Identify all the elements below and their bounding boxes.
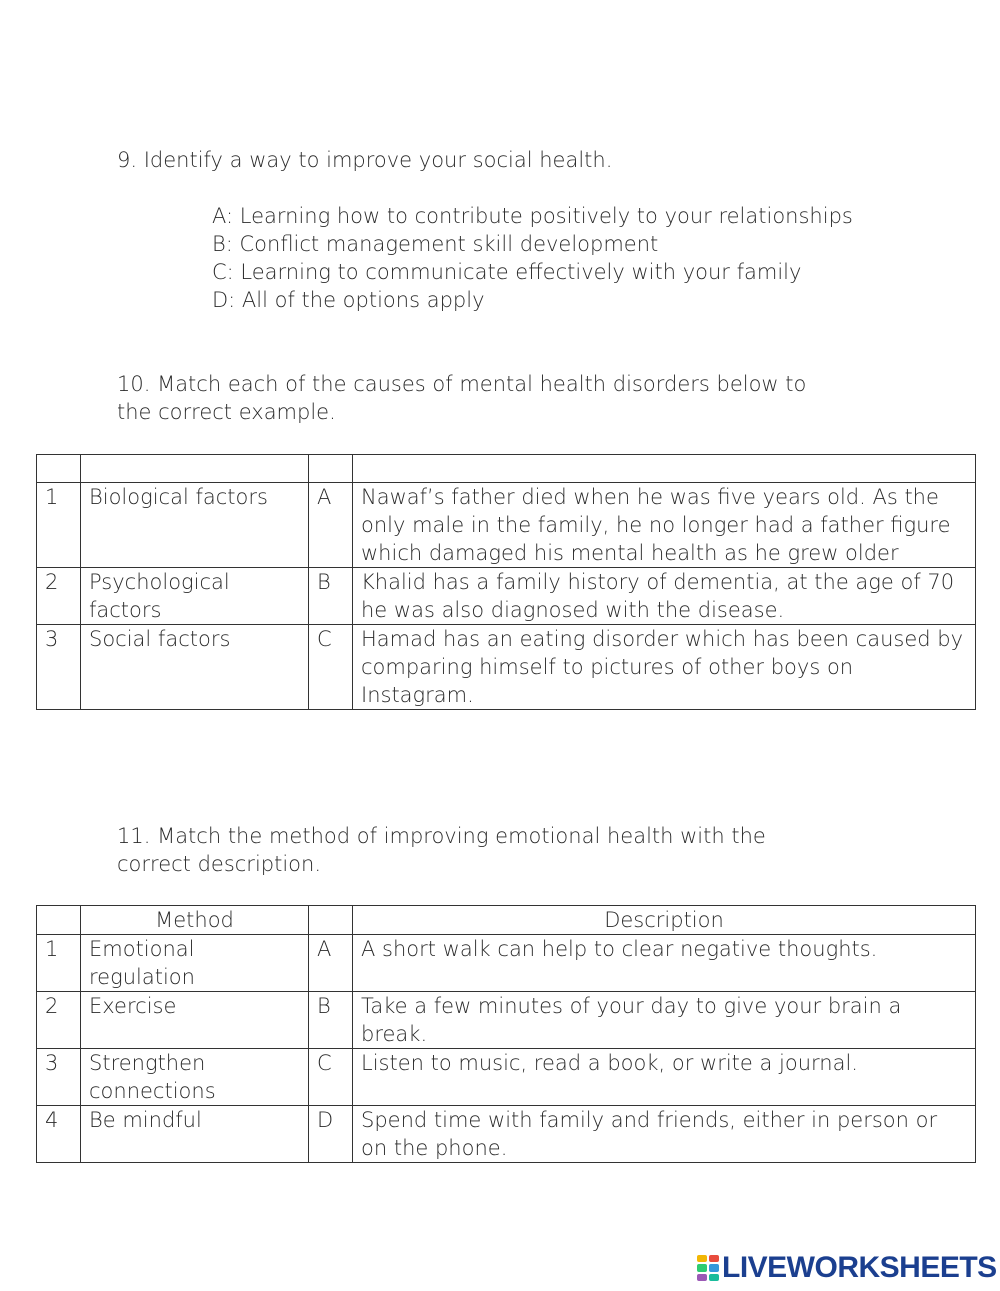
question-10-title [117,370,806,426]
option-d: D: All of the options apply [212,288,485,312]
question-11-title [117,822,766,878]
description-cell: Spend time with family and friends, either in person or on the phone. [353,1106,976,1163]
option-c: C: Learning to communicate effectively with your family [212,260,802,284]
letter-cell: B [309,568,353,625]
letter-cell: B [309,992,353,1049]
logo-tile [709,1264,719,1271]
question-11-title-line2: correct description. [117,852,322,876]
question-10-title-line2: the correct example. [117,400,336,424]
letter-cell: A [309,483,353,568]
method-cell: Strengthen connections [81,1049,309,1106]
logo-tile [709,1274,719,1281]
question-9-title: 9. Identify a way to improve your social health. [117,148,613,172]
row-number: 2 [37,568,81,625]
question-11-table [36,905,976,1163]
liveworksheets-logo-text: LIVEWORKSHEETS [722,1251,997,1284]
letter-cell: D [309,1106,353,1163]
cause-cell: Social factors [81,625,309,710]
table-row [37,625,976,710]
logo-tile [697,1274,707,1281]
question-10-title-line1: 10. Match each of the causes of mental health disorders below to [117,372,807,396]
method-header: Method [81,906,309,935]
table-row [37,568,976,625]
letter-cell: A [309,935,353,992]
example-cell: Hamad has an eating disorder which has been caused by comparing himself to pictures of other boys on Instagram. [353,625,976,710]
description-cell: Take a few minutes of your day to give your brain a break. [353,992,976,1049]
example-cell: Nawaf’s father died when he was five years old. As the only male in the family, he no longer had a father figure which damaged his mental health as he grew older [353,483,976,568]
table-row [37,992,976,1049]
option-b: B: Conflict management skill development [212,232,659,256]
table-row [37,1049,976,1106]
table-row [37,935,976,992]
description-cell: Listen to music, read a book, or write a journal. [353,1049,976,1106]
table-header-row [37,906,976,935]
letter-cell: C [309,1049,353,1106]
method-cell: Emotional regulation [81,935,309,992]
example-cell: Khalid has a family history of dementia, at the age of 70 he was also diagnosed with the disease. [353,568,976,625]
cause-cell: Biological factors [81,483,309,568]
method-cell: Exercise [81,992,309,1049]
question-10-table [36,454,976,710]
description-cell: A short walk can help to clear negative thoughts. [353,935,976,992]
question-11-title-line1: 11. Match the method of improving emotional health with the [117,824,766,848]
method-cell: Be mindful [81,1106,309,1163]
row-number: 3 [37,625,81,710]
logo-tile [709,1255,719,1262]
table-row [37,483,976,568]
cause-cell: Psychological factors [81,568,309,625]
description-header: Description [353,906,976,935]
row-number: 1 [37,935,81,992]
row-number: 3 [37,1049,81,1106]
letter-cell: C [309,625,353,710]
logo-tile [697,1264,707,1271]
question-9-options [212,202,853,314]
liveworksheets-logo-icon [697,1255,719,1281]
row-number: 2 [37,992,81,1049]
row-number: 4 [37,1106,81,1163]
table-header-row [37,455,976,483]
table-row [37,1106,976,1163]
logo-tile [697,1255,707,1262]
row-number: 1 [37,483,81,568]
liveworksheets-logo [697,1251,997,1285]
option-a: A: Learning how to contribute positively to your relationships [212,204,853,228]
